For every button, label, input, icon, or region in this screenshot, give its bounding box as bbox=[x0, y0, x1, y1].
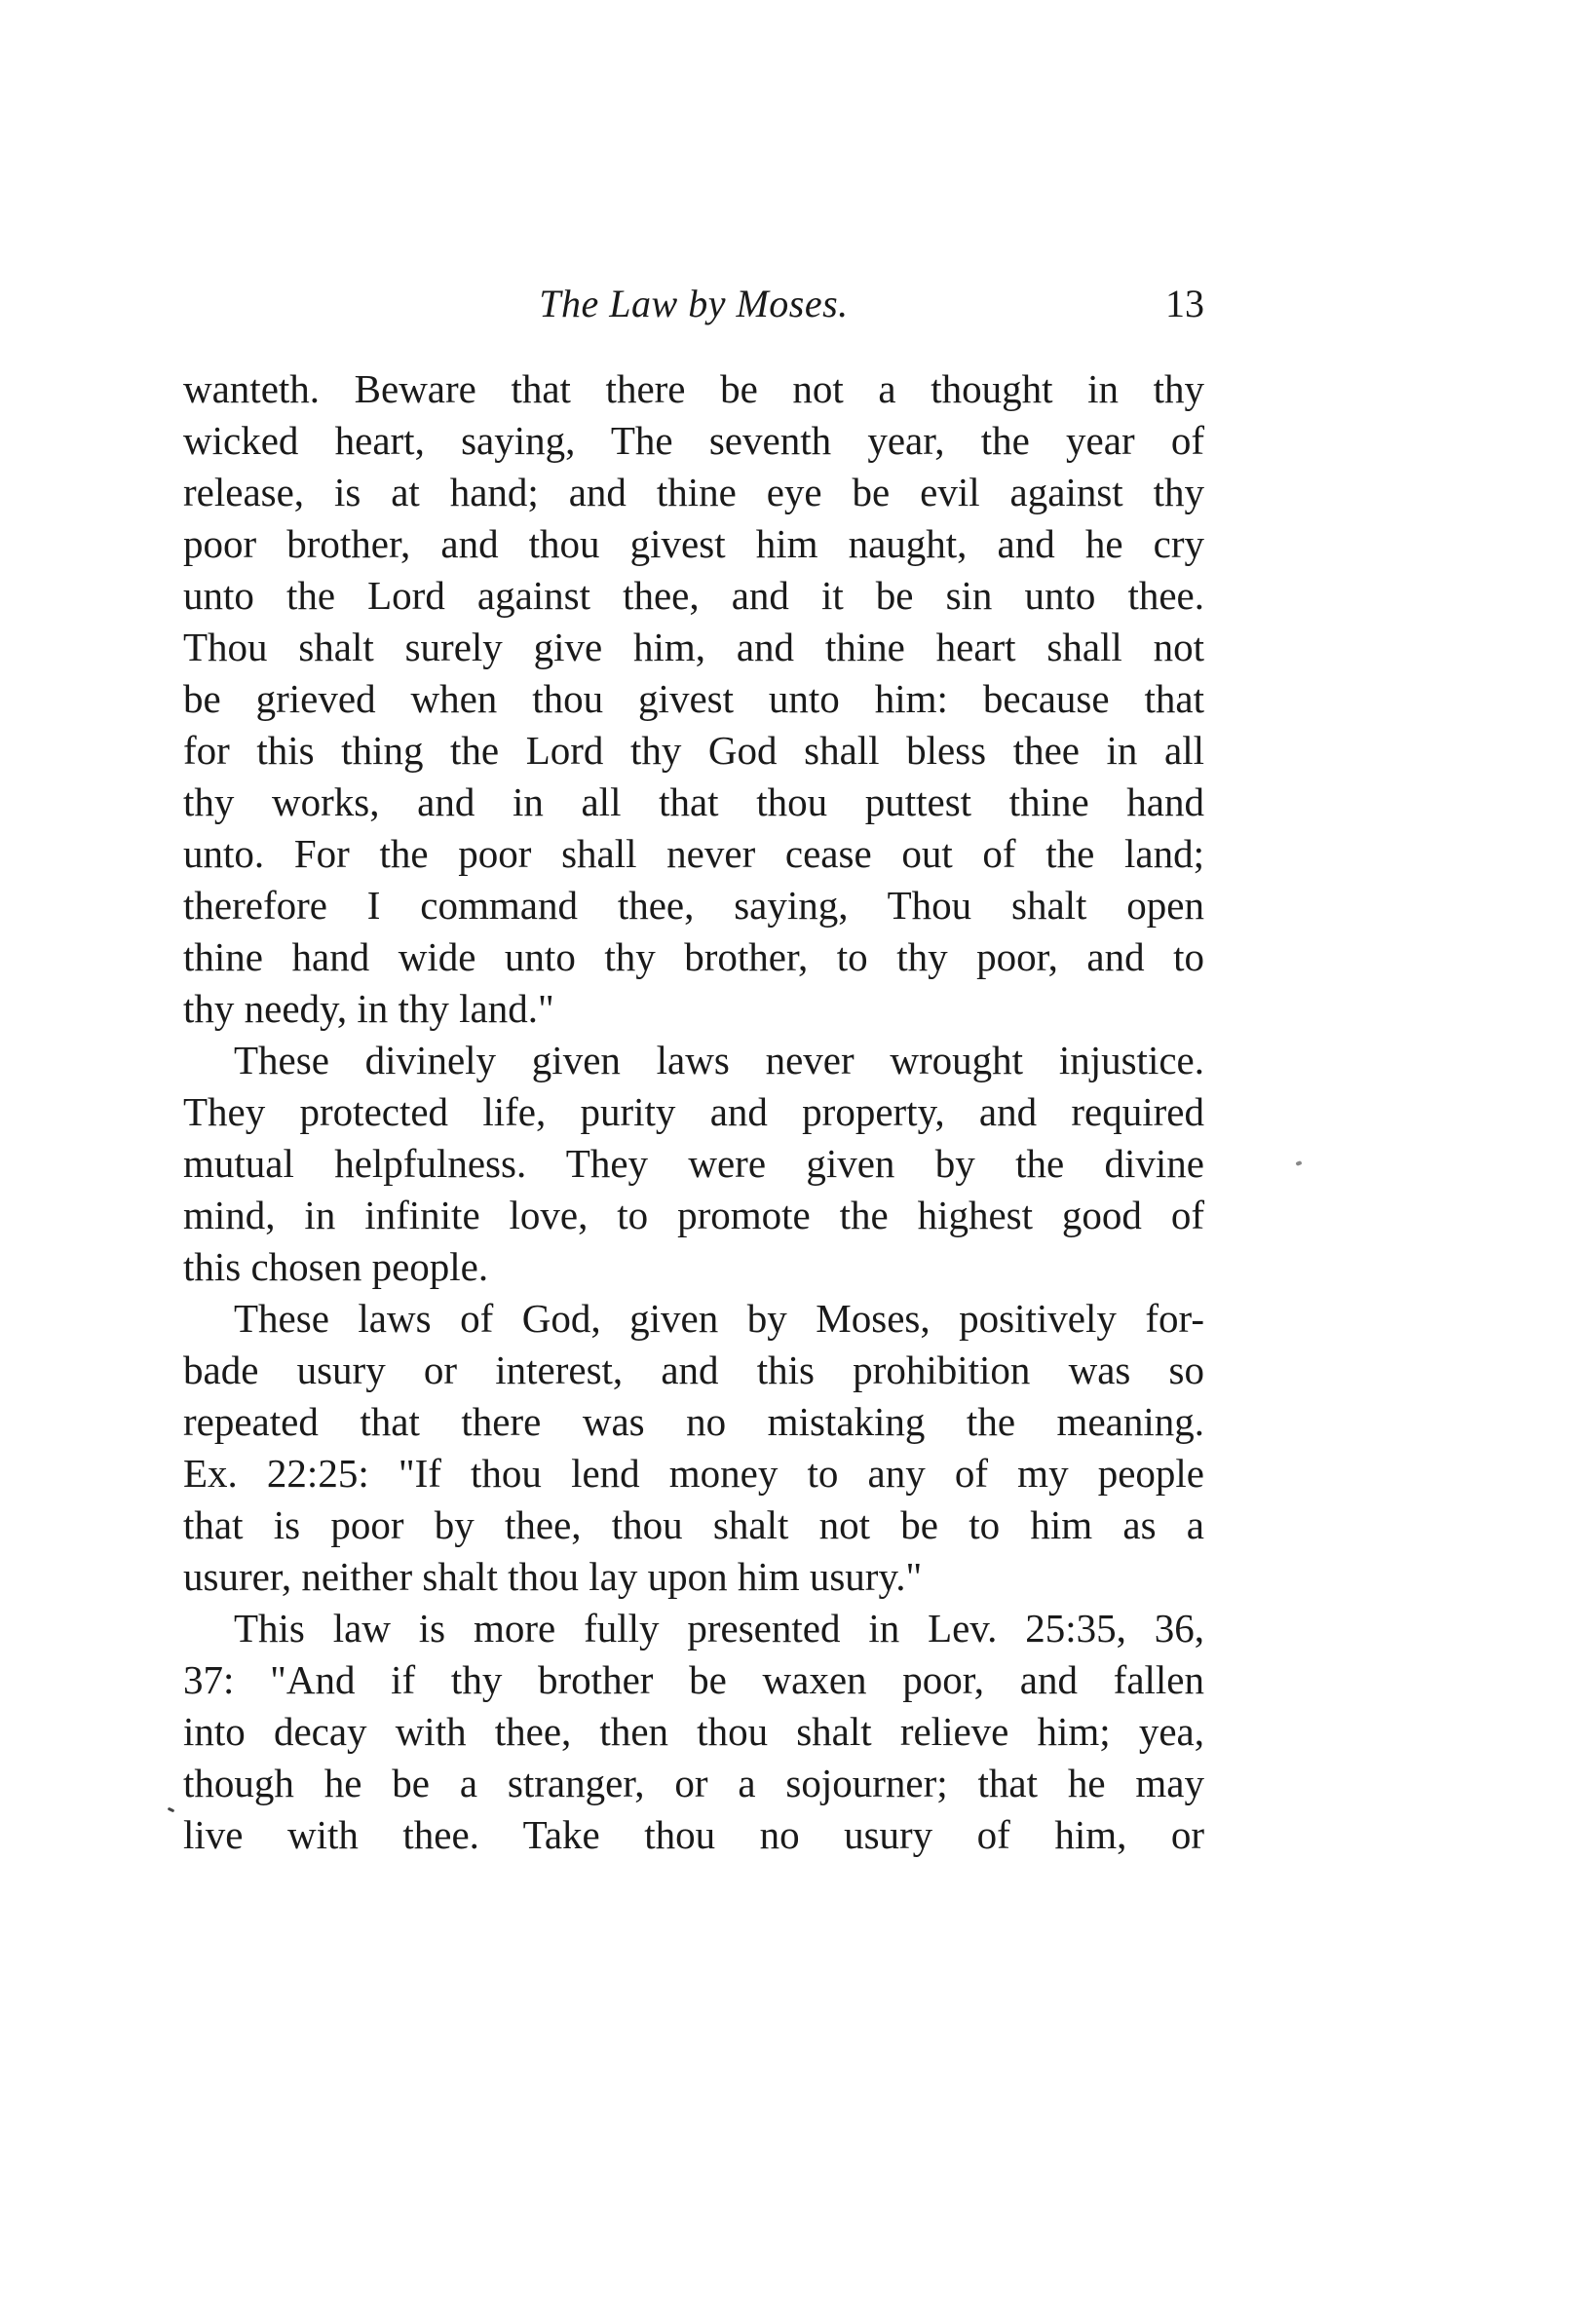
text-line: mind, in infinite love, to promote the highest good of bbox=[183, 1193, 1204, 1237]
text-line: release, is at hand; and thine eye be evil against thy bbox=[183, 470, 1204, 514]
ink-speck bbox=[168, 1807, 175, 1813]
text-line: unto the Lord against thee, and it be sin unto thee. bbox=[183, 573, 1204, 618]
text-line: this chosen people. bbox=[183, 1244, 489, 1289]
text-line: thy needy, in thy land." bbox=[183, 986, 554, 1031]
paragraph bbox=[183, 1293, 1204, 1603]
text-line: live with thee. Take thou no usury of him, or bbox=[183, 1812, 1204, 1857]
paragraph bbox=[183, 1035, 1204, 1293]
text-line: These divinely given laws never wrought injustice. bbox=[234, 1038, 1204, 1082]
text-line: usurer, neither shalt thou lay upon him usury." bbox=[183, 1554, 923, 1599]
text-line: They protected life, purity and property, and required bbox=[183, 1089, 1204, 1134]
paragraph bbox=[183, 363, 1204, 1035]
text-line: that is poor by thee, thou shalt not be to him as a bbox=[183, 1502, 1204, 1547]
text-line: mutual helpfulness. They were given by the divine bbox=[183, 1141, 1204, 1186]
text-line: though he be a stranger, or a sojourner; that he may bbox=[183, 1761, 1204, 1805]
text-line: therefore I command thee, saying, Thou shalt open bbox=[183, 883, 1204, 928]
page-number: 13 bbox=[1165, 282, 1204, 325]
text-line: be grieved when thou givest unto him: because that bbox=[183, 676, 1204, 721]
text-line: repeated that there was no mistaking the meaning. bbox=[183, 1399, 1204, 1444]
page-header bbox=[183, 275, 1204, 333]
text-line: poor brother, and thou givest him naught, and he cry bbox=[183, 521, 1204, 566]
text-line: This law is more fully presented in Lev. 25:35, 36, bbox=[234, 1606, 1204, 1651]
paragraph bbox=[183, 1603, 1204, 1861]
text-line: into decay with thee, then thou shalt relieve him; yea, bbox=[183, 1709, 1204, 1754]
text-line: Thou shalt surely give him, and thine heart shall not bbox=[183, 625, 1204, 669]
text-line: wicked heart, saying, The seventh year, the year of bbox=[183, 418, 1204, 463]
text-line: for this thing the Lord thy God shall bless thee in all bbox=[183, 728, 1204, 773]
ink-speck bbox=[1295, 1160, 1302, 1166]
body-text bbox=[183, 363, 1204, 1861]
text-line: These laws of God, given by Moses, positively for- bbox=[234, 1296, 1204, 1341]
running-title: The Law by Moses. bbox=[539, 282, 849, 325]
text-line: 37: "And if thy brother be waxen poor, and fallen bbox=[183, 1657, 1204, 1702]
text-line: thine hand wide unto thy brother, to thy poor, and to bbox=[183, 934, 1204, 979]
text-line: thy works, and in all that thou puttest thine hand bbox=[183, 779, 1204, 824]
text-line: bade usury or interest, and this prohibition was so bbox=[183, 1347, 1204, 1392]
text-line: Ex. 22:25: "If thou lend money to any of my people bbox=[183, 1451, 1204, 1496]
text-line: wanteth. Beware that there be not a thought in thy bbox=[183, 366, 1204, 411]
text-line: unto. For the poor shall never cease out of the land; bbox=[183, 831, 1204, 876]
